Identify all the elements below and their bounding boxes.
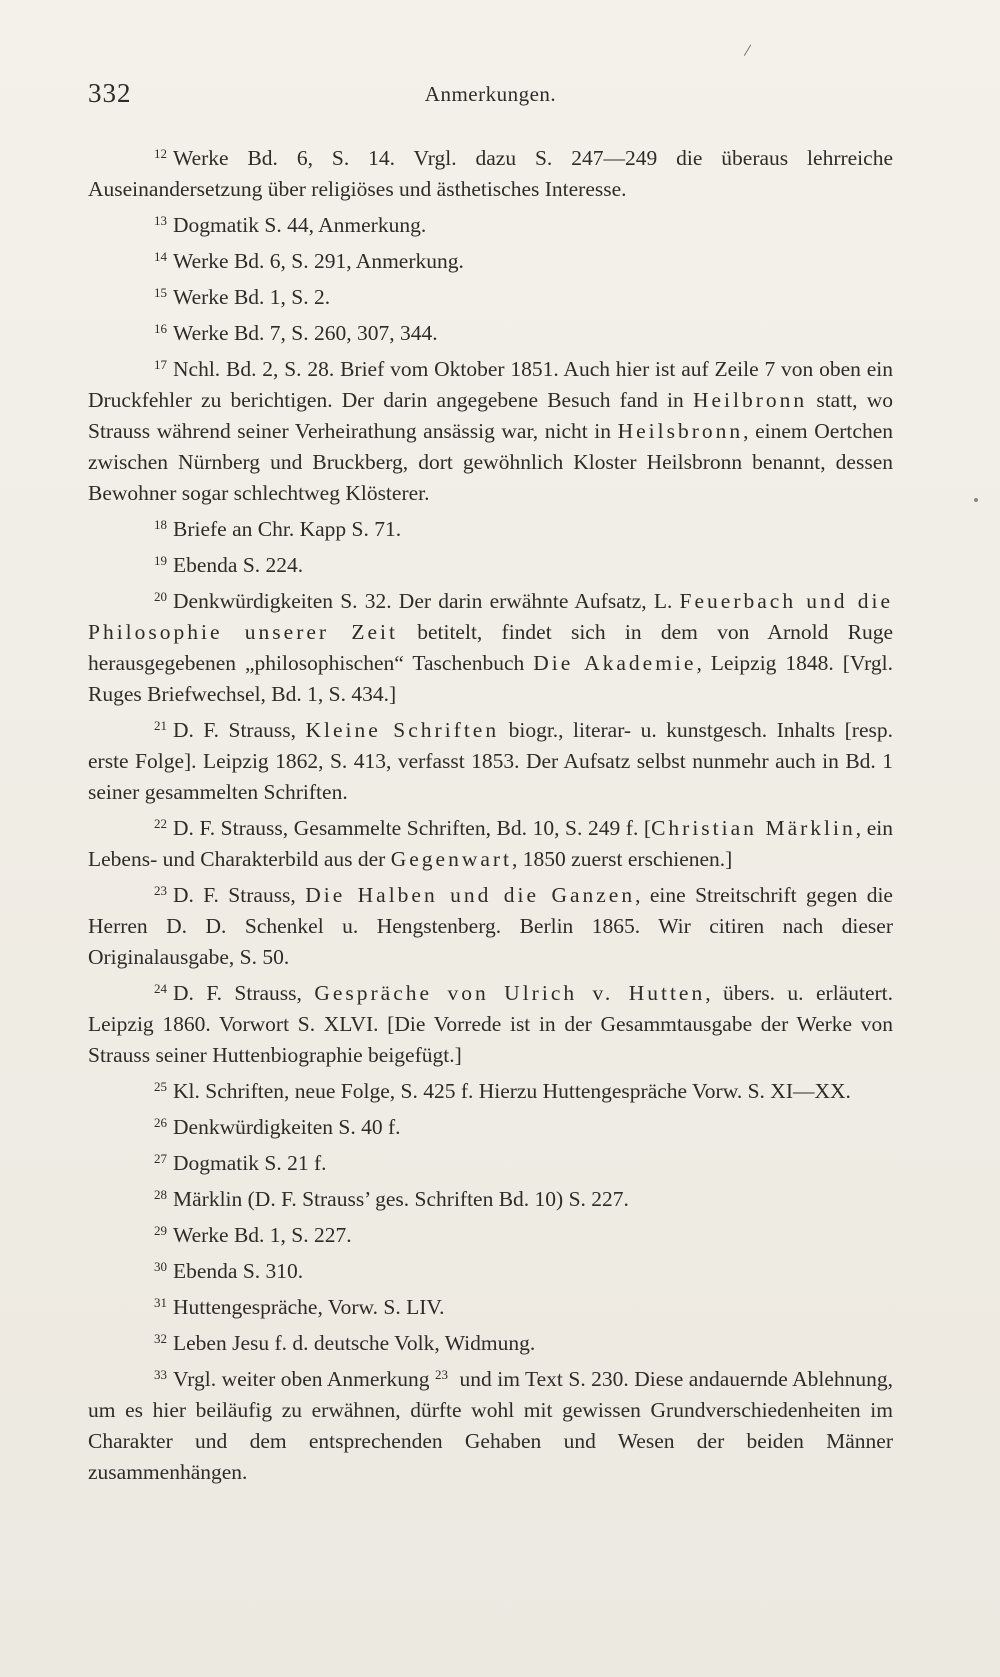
endnote <box>88 1179 893 1215</box>
endnote-number: 32 <box>154 1331 167 1346</box>
endnote-text: Briefe an Chr. Kapp S. 71. <box>173 517 402 541</box>
page-header <box>88 78 893 118</box>
note-reference: 23 <box>435 1367 449 1382</box>
spaced-title: Gegenwart <box>390 847 513 871</box>
endnote-text: D. F. Strauss, <box>173 883 306 907</box>
endnote-text: Werke Bd. 1, S. 227. <box>173 1223 352 1247</box>
endnote-text: und im Text S. 230. Diese andauernde Ablehnung, um es hier beiläufig zu erwähnen, dürfte wohl mit gewissen Grundverschiedenheiten im Charakter und dem entsprechenden Gehaben und Wesen der beiden Männer zusammenhängen. <box>88 1367 893 1484</box>
endnote-text: , eine Streitschrift gegen die Herren D. D. Schenkel u. Hengstenberg. Berlin 1865. Wir citiren nach dieser Originalausgabe, S. 50. <box>88 883 893 969</box>
endnote-number: 18 <box>154 517 167 532</box>
endnote-text: statt, wo Strauss während seiner Verheirathung ansässig war, nicht in <box>88 388 894 443</box>
endnote-text: D. F. Strauss, <box>173 718 306 742</box>
spaced-title: Kleine Schriften <box>305 718 500 742</box>
endnote-text: Denkwürdigkeiten S. 40 f. <box>173 1115 401 1139</box>
endnote-text: Werke Bd. 7, S. 260, 307, 344. <box>173 321 438 345</box>
endnote-number: 25 <box>154 1079 167 1094</box>
spaced-title: Heilsbronn <box>617 419 744 443</box>
endnote <box>88 1071 893 1107</box>
endnote-text: Werke Bd. 6, S. 291, Anmerkung. <box>173 249 464 273</box>
endnote-number: 16 <box>154 321 167 336</box>
endnote-number: 12 <box>154 146 167 161</box>
endnote-text: Kl. Schriften, neue Folge, S. 425 f. Hierzu Huttengespräche Vorw. S. XI—XX. <box>173 1079 851 1103</box>
endnote-text: , übers. u. erläutert. Leipzig 1860. Vorwort S. XLVI. [Die Vorrede ist in der Gesammtausgabe der Werke von Strauss seiner Huttenbiographie beigefügt.] <box>88 981 893 1067</box>
endnote-number: 30 <box>154 1259 167 1274</box>
endnote-text: Werke Bd. 6, S. 14. Vrgl. dazu S. 247—249 die überaus lehrreiche Auseinandersetzung über religiöses und ästhetisches Interesse. <box>88 146 893 201</box>
endnotes-list <box>88 138 893 1488</box>
endnote-text: Leben Jesu f. d. deutsche Volk, Widmung. <box>173 1331 536 1355</box>
endnote-number: 31 <box>154 1295 167 1310</box>
endnote <box>88 581 893 710</box>
endnote-number: 26 <box>154 1115 167 1130</box>
endnote-number: 13 <box>154 213 167 228</box>
endnote <box>88 710 893 808</box>
endnote-text: , ein Lebens- und Charakterbild aus der <box>88 816 893 871</box>
spaced-title: Heilbronn <box>692 388 808 412</box>
spaced-title: Christian Märklin <box>651 816 856 840</box>
endnote <box>88 808 893 875</box>
endnote-text: D. F. Strauss, <box>173 981 315 1005</box>
endnote-text: , Leipzig 1848. [Vrgl. Ruges Briefwechsel, Bd. 1, S. 434.] <box>88 651 893 706</box>
endnote <box>88 1323 893 1359</box>
endnote <box>88 545 893 581</box>
endnote-text: Nchl. Bd. 2, S. 28. Brief vom Oktober 1851. Auch hier ist auf Zeile 7 von oben ein Druckfehler zu berichtigen. Der darin angegebene Besuch fand in <box>88 357 893 412</box>
endnote-number: 24 <box>154 981 167 996</box>
endnote-number: 15 <box>154 285 167 300</box>
spaced-title: Feuerbach und die Philosophie unserer Zeit <box>88 589 893 644</box>
endnote-text: Dogmatik S. 21 f. <box>173 1151 327 1175</box>
endnote <box>88 1107 893 1143</box>
endnote-text: Huttengespräche, Vorw. S. LIV. <box>173 1295 445 1319</box>
endnote-text: Märklin (D. F. Strauss’ ges. Schriften Bd. 10) S. 227. <box>173 1187 629 1211</box>
pencil-mark: / <box>743 39 753 61</box>
endnote <box>88 313 893 349</box>
endnote-text: Ebenda S. 224. <box>173 553 304 577</box>
endnote <box>88 1287 893 1323</box>
endnote-number: 27 <box>154 1151 167 1166</box>
endnote <box>88 973 893 1071</box>
endnote-text: D. F. Strauss, Gesammelte Schriften, Bd. 10, S. 249 f. [ <box>173 816 652 840</box>
endnote-number: 22 <box>154 816 167 831</box>
endnote-text: Ebenda S. 310. <box>173 1259 304 1283</box>
endnote-text: , 1850 zuerst erschienen.] <box>512 847 733 871</box>
endnote-number: 29 <box>154 1223 167 1238</box>
endnote-number: 19 <box>154 553 167 568</box>
endnote <box>88 1359 893 1488</box>
endnote-text: Denkwürdigkeiten S. 32. Der darin erwähnte Aufsatz, L. <box>173 589 680 613</box>
endnote-text: Vrgl. weiter oben Anmerkung <box>173 1367 436 1391</box>
spaced-title: Gespräche von Ulrich v. Hutten <box>314 981 706 1005</box>
endnote-text: , einem Oertchen zwischen Nürnberg und Bruckberg, dort gewöhnlich Kloster Heilsbronn benannt, dessen Bewohner sogar schlechtweg Klösterer. <box>88 419 893 505</box>
endnote-number: 28 <box>154 1187 167 1202</box>
ink-dot <box>974 498 978 502</box>
endnote <box>88 241 893 277</box>
endnote-text: betitelt, findet sich in dem von Arnold Ruge herausgegebenen „philosophischen“ Taschenbuch <box>88 620 893 675</box>
endnote <box>88 138 893 205</box>
spaced-title: Die Akademie <box>533 651 697 675</box>
endnote <box>88 205 893 241</box>
endnote <box>88 509 893 545</box>
endnote <box>88 1143 893 1179</box>
endnote-number: 21 <box>154 718 167 733</box>
endnote-text: alts [resp. erste Folge]. Leipzig 1862, S. 413, verfasst 1853. Der Aufsatz selbst nunmehr auch in Bd. 1 seiner gesammelten Schriften. <box>88 718 893 804</box>
endnote <box>88 1251 893 1287</box>
spaced-title: Die Halben und die Ganzen <box>305 883 636 907</box>
endnote-text: biogr., literar- u. kunstgesch. Inh <box>499 718 806 742</box>
endnote-text: Werke Bd. 1, S. 2. <box>173 285 331 309</box>
endnote-number: 23 <box>154 883 167 898</box>
running-title: Anmerkungen. <box>424 82 557 106</box>
endnote <box>88 349 893 509</box>
endnote-text: Dogmatik S. 44, Anmerkung. <box>173 213 427 237</box>
endnote <box>88 1215 893 1251</box>
endnote <box>88 277 893 313</box>
endnote <box>88 875 893 973</box>
endnote-number: 17 <box>154 357 167 372</box>
page-number: 332 <box>88 78 132 108</box>
endnote-number: 33 <box>154 1367 167 1382</box>
endnote-number: 20 <box>154 589 167 604</box>
endnote-number: 14 <box>154 249 167 264</box>
